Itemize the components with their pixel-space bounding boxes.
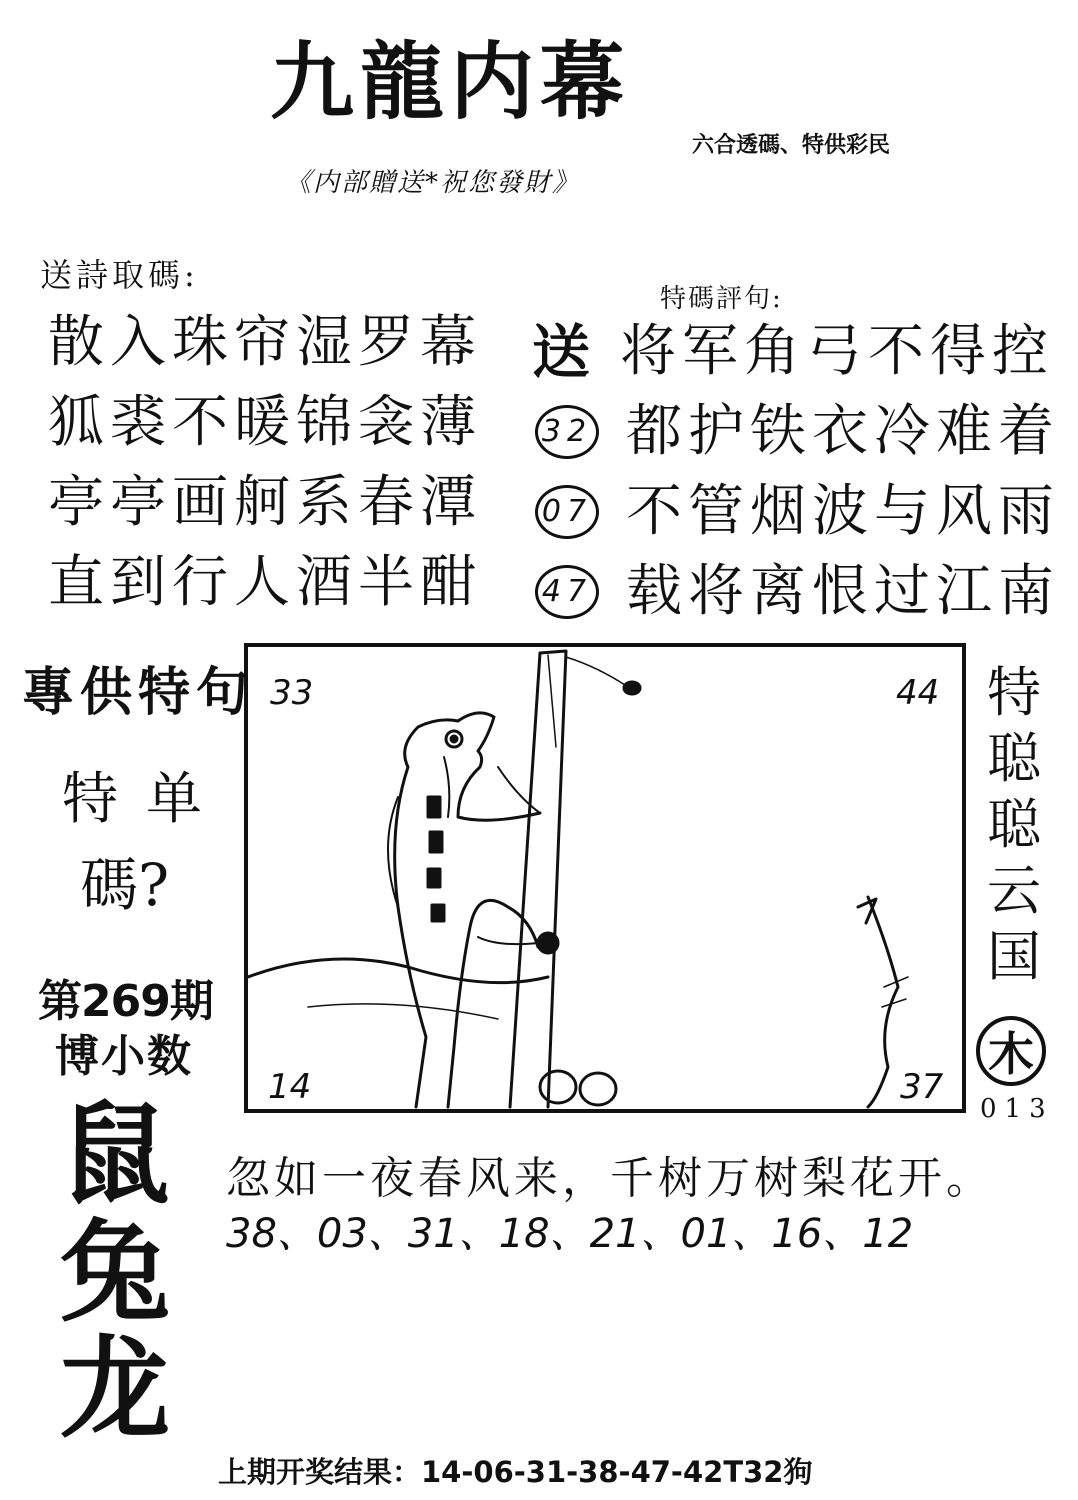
hint-line — [530, 392, 1060, 472]
corner-number-bottom-left: 14 — [268, 1067, 312, 1107]
lizard-illustration — [248, 647, 962, 1109]
vertical-char: 聪 — [987, 727, 1041, 790]
number-circle: 07 — [535, 485, 599, 539]
zodiac-rat: 鼠 — [60, 1090, 170, 1219]
vertical-char: 云 — [987, 859, 1041, 922]
issue-number: 第269期 — [38, 976, 213, 1027]
subtitle-right: 六合透碼、特供彩民 — [692, 133, 891, 158]
corner-number-bottom-right: 37 — [900, 1067, 944, 1107]
poem-line: 直到行人酒半酣 — [48, 550, 482, 615]
hint-text: 不管烟波与风雨 — [626, 479, 1060, 544]
vertical-char: 聪 — [987, 793, 1041, 856]
poem-heading: 送詩取碼: — [40, 256, 199, 294]
vertical-char: 国 — [987, 925, 1041, 988]
page-title: 九龍内幕 — [270, 32, 631, 131]
hint-text: 都护铁衣冷难着 — [626, 399, 1060, 464]
poem-right-column — [530, 312, 1060, 632]
send-marker: 送 — [531, 318, 596, 386]
special-phrase-label: 專供特句 — [22, 662, 255, 723]
poem-line: 亭亭画舸系春潭 — [48, 470, 482, 535]
number-circle: 32 — [535, 405, 599, 459]
right-vertical-text — [982, 660, 1046, 990]
zodiac-dragon: 龙 — [60, 1324, 170, 1453]
subtitle-center: 《内部贈送*祝您發財》 — [285, 168, 581, 198]
hint-line — [530, 472, 1060, 552]
hint-text: 将军角弓不得控 — [620, 319, 1054, 384]
number-list: 38、03、31、18、21、01、16、12 — [226, 1211, 914, 1257]
hint-line — [530, 552, 1060, 632]
poem-line: 狐裘不暖锦衾薄 — [48, 390, 482, 455]
poem-line: 散入珠帘湿罗幕 — [48, 310, 482, 375]
element-number: 013 — [980, 1094, 1054, 1124]
vertical-char: 特 — [987, 661, 1041, 724]
hint-label: 特碼評句: — [660, 284, 783, 314]
hint-line — [530, 312, 1060, 392]
hint-text: 载将离恨过江南 — [626, 559, 1060, 624]
illustration-frame — [244, 643, 966, 1113]
corner-number-top-left: 33 — [270, 673, 314, 713]
poem-left-column — [48, 312, 482, 632]
number-circle: 47 — [535, 565, 599, 619]
previous-result: 上期开奖结果：14-06-31-38-47-42T32狗 — [218, 1455, 813, 1489]
special-single-label: 特单 — [62, 767, 230, 832]
zodiac-rabbit: 兔 — [60, 1208, 170, 1337]
poem-caption: 忽如一夜春风来，千树万树梨花开。 — [226, 1153, 994, 1204]
corner-number-top-right: 44 — [896, 673, 940, 713]
element-circle: 木 — [976, 1016, 1046, 1086]
issue-subtitle: 博小数 — [55, 1031, 193, 1082]
code-question-label: 碼? — [80, 851, 170, 919]
